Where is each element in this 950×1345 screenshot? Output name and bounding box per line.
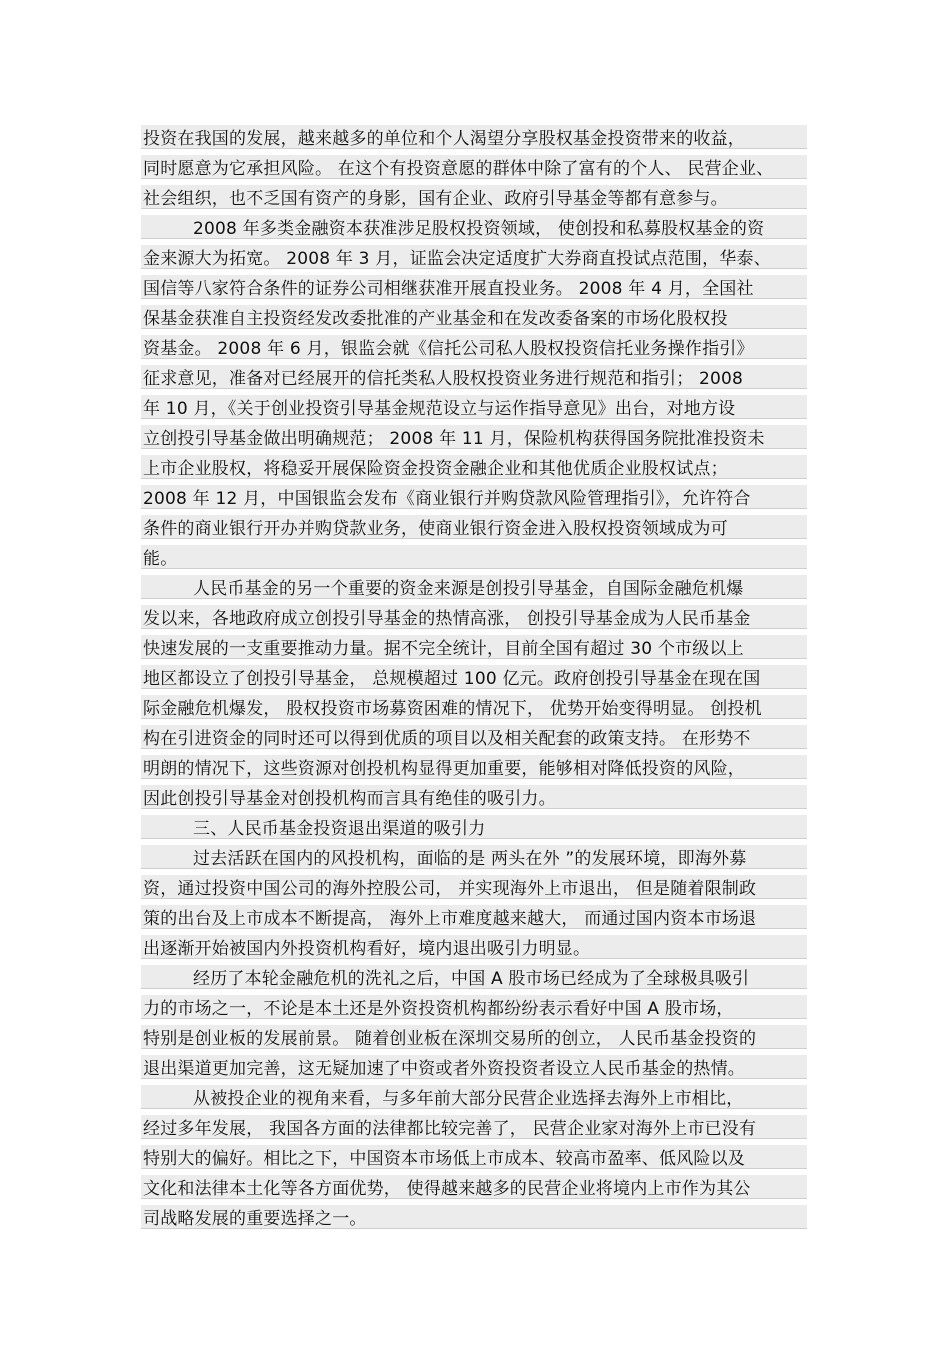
text-line (141, 274, 807, 304)
text-line (141, 964, 807, 994)
line-text: 过去活跃在国内的风投机构，面临的是 两头在外 ”的发展环境，即海外募 (193, 849, 747, 869)
text-line (141, 1054, 807, 1084)
line-text: 年 10 月，《关于创业投资引导基金规范设立与运作指导意见》出台，对地方设 (143, 399, 736, 419)
text-line (141, 784, 807, 814)
text-line (141, 724, 807, 754)
line-text: 构在引进资金的同时还可以得到优质的项目以及相关配套的政策支持。 在形势不 (143, 729, 751, 749)
document-body (141, 124, 807, 1234)
text-line (141, 874, 807, 904)
line-text: 从被投企业的视角来看，与多年前大部分民营企业选择去海外上市相比， (193, 1089, 744, 1109)
text-line (141, 154, 807, 184)
text-line (141, 514, 807, 544)
line-text: 同时愿意为它承担风险。 在这个有投资意愿的群体中除了富有的个人、 民营企业、 (143, 159, 774, 179)
text-line (141, 934, 807, 964)
line-text: 际金融危机爆发， 股权投资市场募资困难的情况下， 优势开始变得明显。 创投机 (143, 699, 762, 719)
line-text: 出逐渐开始被国内外投资机构看好，境内退出吸引力明显。 (143, 939, 591, 959)
line-text: 立创投引导基金做出明确规范； 2008 年 11 月，保险机构获得国务院批准投资未 (143, 429, 765, 449)
text-line (141, 664, 807, 694)
text-line (141, 244, 807, 274)
line-text: 特别大的偏好。相比之下，中国资本市场低上市成本、较高市盈率、低风险以及 (143, 1149, 745, 1169)
text-line (141, 334, 807, 364)
line-text: 投资在我国的发展，越来越多的单位和个人渴望分享股权基金投资带来的收益， (143, 129, 745, 149)
line-text: 资基金。 2008 年 6 月，银监会就《信托公司私人股权投资信托业务操作指引》 (143, 339, 754, 359)
line-text: 策的出台及上市成本不断提高， 海外上市难度越来越大， 而通过国内资本市场退 (143, 909, 757, 929)
line-text: 文化和法律本土化等各方面优势， 使得越来越多的民营企业将境内上市作为其公 (143, 1179, 751, 1199)
line-text: 三、人民币基金投资退出渠道的吸引力 (193, 819, 486, 839)
line-text: 特别是创业板的发展前景。 随着创业板在深圳交易所的创立， 人民币基金投资的 (143, 1029, 757, 1049)
text-line (141, 844, 807, 874)
line-text: 经过多年发展， 我国各方面的法律都比较完善了， 民营企业家对海外上市已没有 (143, 1119, 757, 1139)
text-line (141, 304, 807, 334)
line-text: 上市企业股权，将稳妥开展保险资金投资金融企业和其他优质企业股权试点； (143, 459, 728, 479)
line-text: 退出渠道更加完善，这无疑加速了中资或者外资投资者设立人民币基金的热情。 (143, 1059, 745, 1079)
text-line (141, 1114, 807, 1144)
text-line (141, 694, 807, 724)
line-text: 社会组织，也不乏国有资产的身影，国有企业、政府引导基金等都有意参与。 (143, 189, 728, 209)
line-text: 2008 年 12 月，中国银监会发布《商业银行并购贷款风险管理指引》，允许符合 (143, 489, 751, 509)
text-line (141, 814, 807, 844)
text-line (141, 574, 807, 604)
line-text: 司战略发展的重要选择之一。 (143, 1209, 367, 1229)
line-text: 国信等八家符合条件的证券公司相继获准开展直投业务。 2008 年 4 月，全国社 (143, 279, 754, 299)
text-line (141, 544, 807, 574)
line-text: 力的市场之一，不论是本土还是外资投资机构都纷纷表示看好中国 A 股市场， (143, 999, 734, 1019)
line-text: 资，通过投资中国公司的海外控股公司， 并实现海外上市退出， 但是随着限制政 (143, 879, 757, 899)
text-line (141, 634, 807, 664)
text-line (141, 1024, 807, 1054)
line-text: 金来源大为拓宽。 2008 年 3 月，证监会决定适度扩大券商直投试点范围，华泰、 (143, 249, 771, 269)
line-text: 2008 年多类金融资本获准涉足股权投资领域， 使创投和私募股权基金的资 (193, 219, 765, 239)
line-text: 条件的商业银行开办并购贷款业务，使商业银行资金进入股权投资领域成为可 (143, 519, 728, 539)
text-line (141, 454, 807, 484)
line-text: 地区都设立了创投引导基金， 总规模超过 100 亿元。政府创投引导基金在现在国 (143, 669, 761, 689)
text-line (141, 1204, 807, 1234)
line-text: 人民币基金的另一个重要的资金来源是创投引导基金，自国际金融危机爆 (193, 579, 744, 599)
text-line (141, 214, 807, 244)
line-text: 发以来，各地政府成立创投引导基金的热情高涨， 创投引导基金成为人民币基金 (143, 609, 751, 629)
text-line (141, 994, 807, 1024)
text-line (141, 904, 807, 934)
line-text: 经历了本轮金融危机的洗礼之后，中国 A 股市场已经成为了全球极具吸引 (193, 969, 750, 989)
text-line (141, 364, 807, 394)
text-line (141, 394, 807, 424)
line-text: 明朗的情况下，这些资源对创投机构显得更加重要，能够相对降低投资的风险， (143, 759, 745, 779)
text-line (141, 1144, 807, 1174)
text-line (141, 124, 807, 154)
text-line (141, 754, 807, 784)
line-text: 能。 (143, 549, 178, 569)
text-line (141, 1174, 807, 1204)
text-line (141, 484, 807, 514)
text-line (141, 424, 807, 454)
text-line (141, 1084, 807, 1114)
text-line (141, 184, 807, 214)
text-line (141, 604, 807, 634)
line-text: 保基金获准自主投资经发改委批准的产业基金和在发改委备案的市场化股权投 (143, 309, 728, 329)
line-text: 快速发展的一支重要推动力量。据不完全统计，目前全国有超过 30 个市级以上 (143, 639, 744, 659)
line-text: 因此创投引导基金对创投机构而言具有绝佳的吸引力。 (143, 789, 556, 809)
line-text: 征求意见，准备对已经展开的信托类私人股权投资业务进行规范和指引； 2008 (143, 369, 744, 389)
